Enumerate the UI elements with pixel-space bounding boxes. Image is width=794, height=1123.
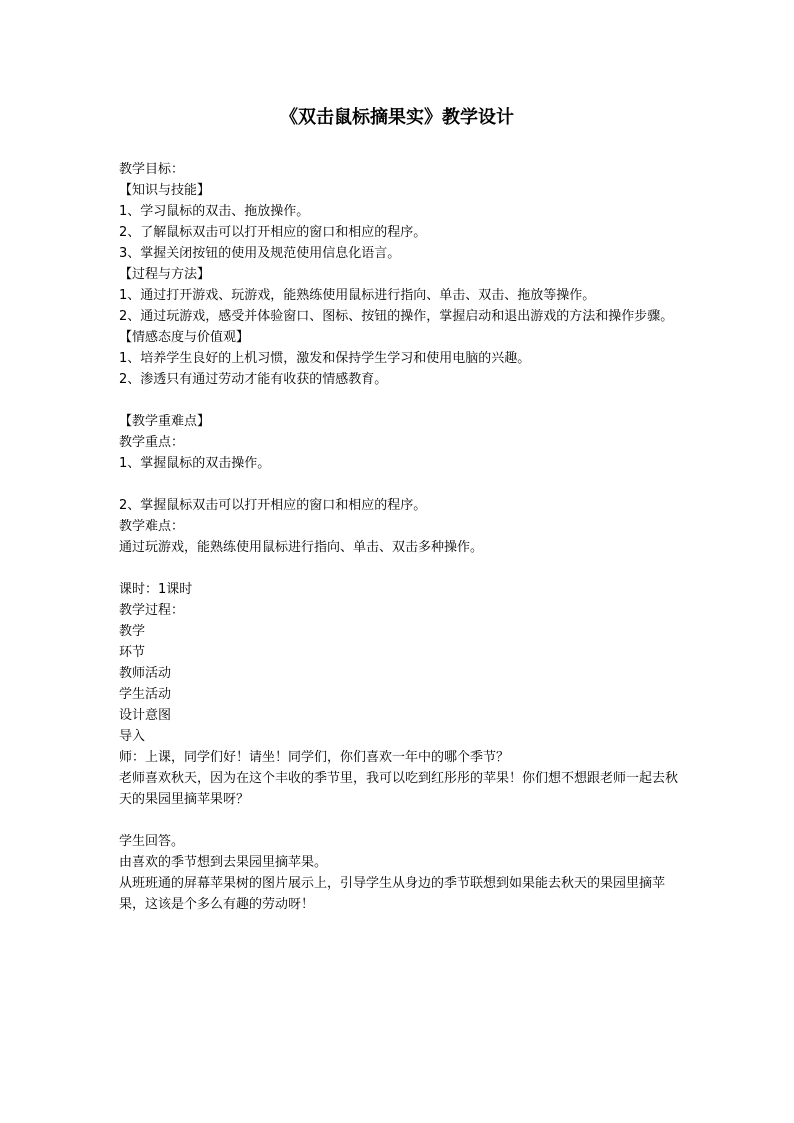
paragraph-line: 2、渗透只有通过劳动才能有收获的情感教育。 <box>119 372 388 387</box>
document-title: 《双击鼠标摘果实》教学设计 <box>280 107 514 128</box>
blank-line <box>119 558 679 579</box>
paragraph-line: 教学重点： <box>119 435 185 450</box>
paragraph-line: 1、培养学生良好的上机习惯，激发和保持学生学习和使用电脑的兴趣。 <box>119 351 531 366</box>
table-cell-text: 学生活动 <box>119 687 172 702</box>
paragraph-line: 2、了解鼠标双击可以打开相应的窗口和相应的程序。 <box>119 225 427 240</box>
paragraph-line: 学生回答。 <box>119 834 185 849</box>
blank-line <box>119 810 679 831</box>
paragraph-line: 师：上课，同学们好！请坐！同学们，你们喜欢一年中的哪个季节？ <box>119 750 510 765</box>
table-cell-text: 导入 <box>119 729 146 744</box>
blank-line <box>119 474 679 495</box>
table-cell-text: 设计意图 <box>119 708 172 723</box>
paragraph-line: 由喜欢的季节想到去果园里摘苹果。 <box>119 855 328 870</box>
paragraph-line: 2、通过玩游戏，感受并体验窗口、图标、按钮的操作，掌握启动和退出游戏的方法和操作步骤。 <box>119 309 674 324</box>
section-heading-objectives: 教学目标： <box>119 162 185 177</box>
table-cell-text: 教师活动 <box>119 666 172 681</box>
paragraph-line: 2、掌握鼠标双击可以打开相应的窗口和相应的程序。 <box>119 498 427 513</box>
paragraph-line: 教学难点： <box>119 519 185 534</box>
subsection-heading-knowledge: 【知识与技能】 <box>119 183 211 198</box>
section-heading-key-points: 【教学重难点】 <box>119 414 211 429</box>
paragraph-line: 3、掌握关闭按钮的使用及规范使用信息化语言。 <box>119 246 401 261</box>
blank-line <box>119 390 679 411</box>
paragraph-line: 从班班通的屏幕苹果树的图片展示上，引导学生从身边的季节联想到如果能去秋天的果园里摘苹果，这该是个多么有趣的劳动呀！ <box>119 876 666 912</box>
paragraph-line: 1、学习鼠标的双击、拖放操作。 <box>119 204 310 219</box>
table-cell-text: 环节 <box>119 645 146 660</box>
paragraph-line: 通过玩游戏，能熟练使用鼠标进行指向、单击、双击多种操作。 <box>119 540 484 555</box>
paragraph-line: 1、通过打开游戏、玩游戏，能熟练使用鼠标进行指向、单击、双击、拖放等操作。 <box>119 288 596 303</box>
paragraph-line: 老师喜欢秋天，因为在这个丰收的季节里，我可以吃到红彤彤的苹果！你们想不想跟老师一起去秋天的果园里摘苹果呀？ <box>119 771 679 807</box>
paragraph-line: 1、掌握鼠标的双击操作。 <box>119 456 271 471</box>
subsection-heading-values: 【情感态度与价值观】 <box>119 330 250 345</box>
subsection-heading-process: 【过程与方法】 <box>119 267 211 282</box>
document-body <box>119 159 679 915</box>
paragraph-line: 课时：1课时 <box>119 582 193 597</box>
table-cell-text: 教学 <box>119 624 146 639</box>
paragraph-line: 教学过程： <box>119 603 185 618</box>
